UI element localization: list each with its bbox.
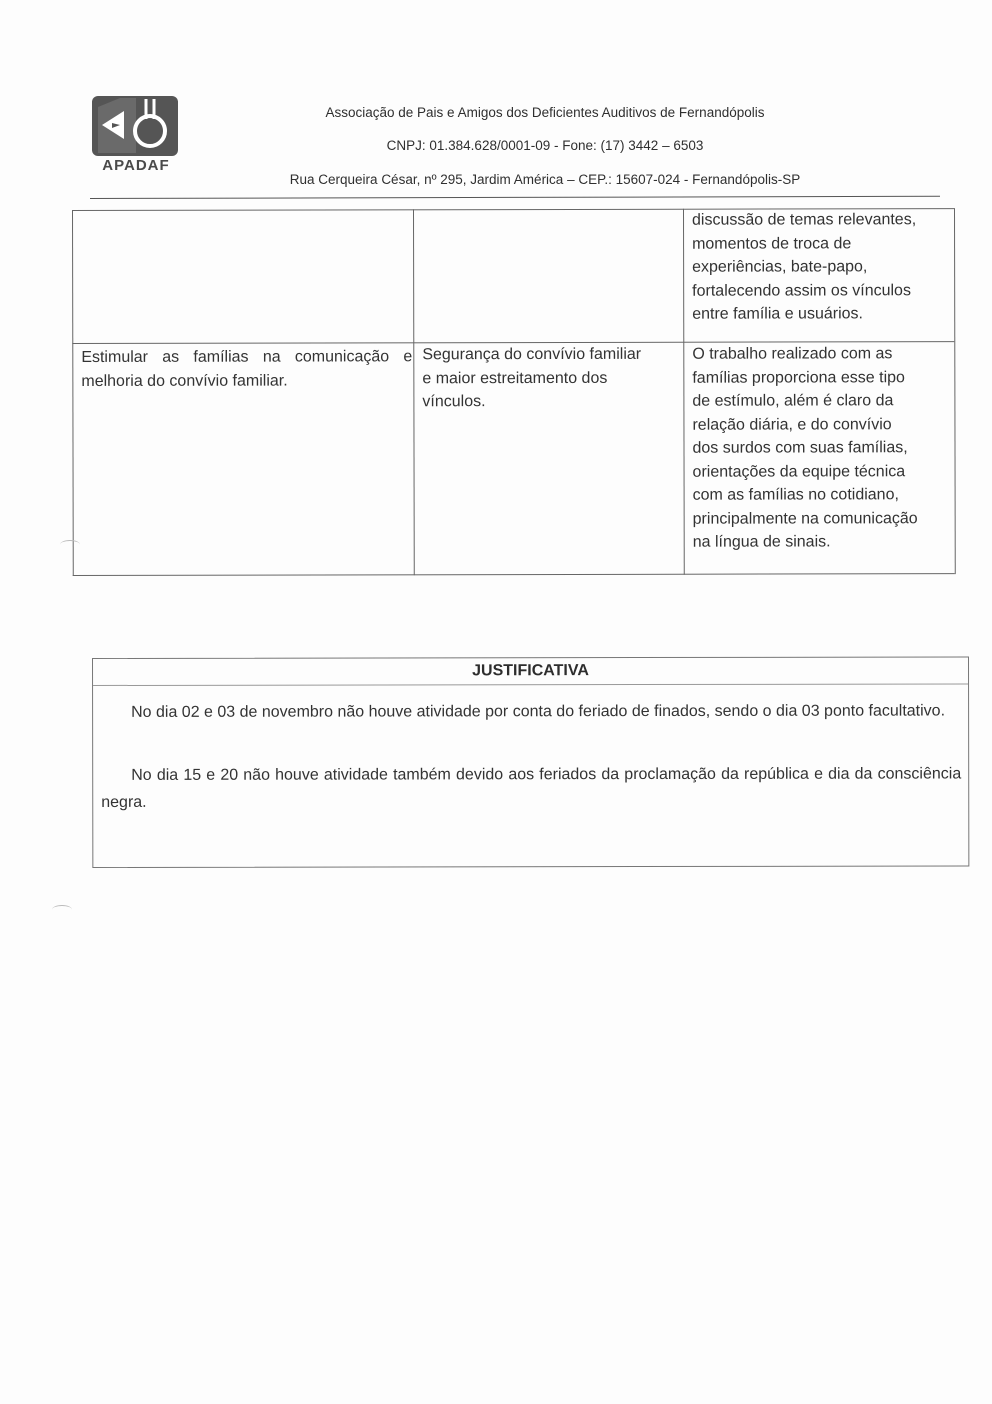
cell-line: na língua de sinais. xyxy=(692,533,831,551)
organization-name: Associação de Pais e Amigos dos Deficientes Auditivos de Fernandópolis xyxy=(325,105,765,120)
cell-line: vínculos. xyxy=(422,393,486,411)
justificativa-title-divider xyxy=(93,683,968,686)
justificativa-box xyxy=(92,656,969,868)
logo-text: APADAF xyxy=(102,157,170,174)
address-line: Rua Cerqueira César, nº 295, Jardim América – CEP.: 15607-024 - Fernandópolis-SP xyxy=(289,172,801,187)
cell-line: orientações da equipe técnica xyxy=(692,462,906,481)
table-cell xyxy=(684,208,954,326)
cell-line: de estímulo, além é claro da xyxy=(692,392,894,410)
cell-line: O trabalho realizado com as xyxy=(692,345,893,363)
cell-line: e maior estreitamento dos xyxy=(422,369,608,387)
scan-artifact xyxy=(52,905,72,914)
activities-table xyxy=(72,208,956,576)
cell-line: fortalecendo assim os vínculos xyxy=(692,281,911,300)
table-cell xyxy=(72,345,412,393)
cell-line: discussão de temas relevantes, xyxy=(692,211,917,229)
cell-line: principalmente na comunicação xyxy=(692,509,918,528)
table-cell xyxy=(414,343,682,414)
cell-line: dos surdos com suas famílias, xyxy=(692,439,908,457)
cell-line: momentos de troca de xyxy=(692,234,852,253)
justificativa-paragraph: No dia 02 e 03 de novembro não houve atividade por conta do feriado de finados, sendo o dia 03 ponto facultativo. xyxy=(131,702,946,721)
cell-line: famílias proporciona esse tipo xyxy=(692,368,905,387)
table-cell xyxy=(684,342,954,554)
cell-line: relação diária, e do convívio xyxy=(692,415,892,434)
cell-line: melhoria do convívio familiar. xyxy=(81,372,288,390)
ear-symbol-icon xyxy=(90,95,182,157)
table-border-bottom xyxy=(73,573,955,576)
header-divider xyxy=(90,196,940,199)
cell-line: Estimular as famílias na comunicação e xyxy=(81,348,413,366)
scan-artifact xyxy=(60,540,80,549)
justificativa-title: JUSTIFICATIVA xyxy=(472,662,589,680)
justificativa-paragraph: No dia 15 e 20 não houve atividade também devido aos feriados da proclamação da república e dia da consciência negra. xyxy=(101,765,962,811)
cell-line: com as famílias no cotidiano, xyxy=(692,486,899,504)
contact-line: CNPJ: 01.384.628/0001-09 - Fone: (17) 3442 – 6503 xyxy=(386,138,704,153)
apadaf-logo xyxy=(90,95,182,180)
cell-line: entre família e usuários. xyxy=(692,305,863,323)
cell-line: Segurança do convívio familiar xyxy=(422,345,642,364)
cell-line: experiências, bate-papo, xyxy=(692,258,868,276)
